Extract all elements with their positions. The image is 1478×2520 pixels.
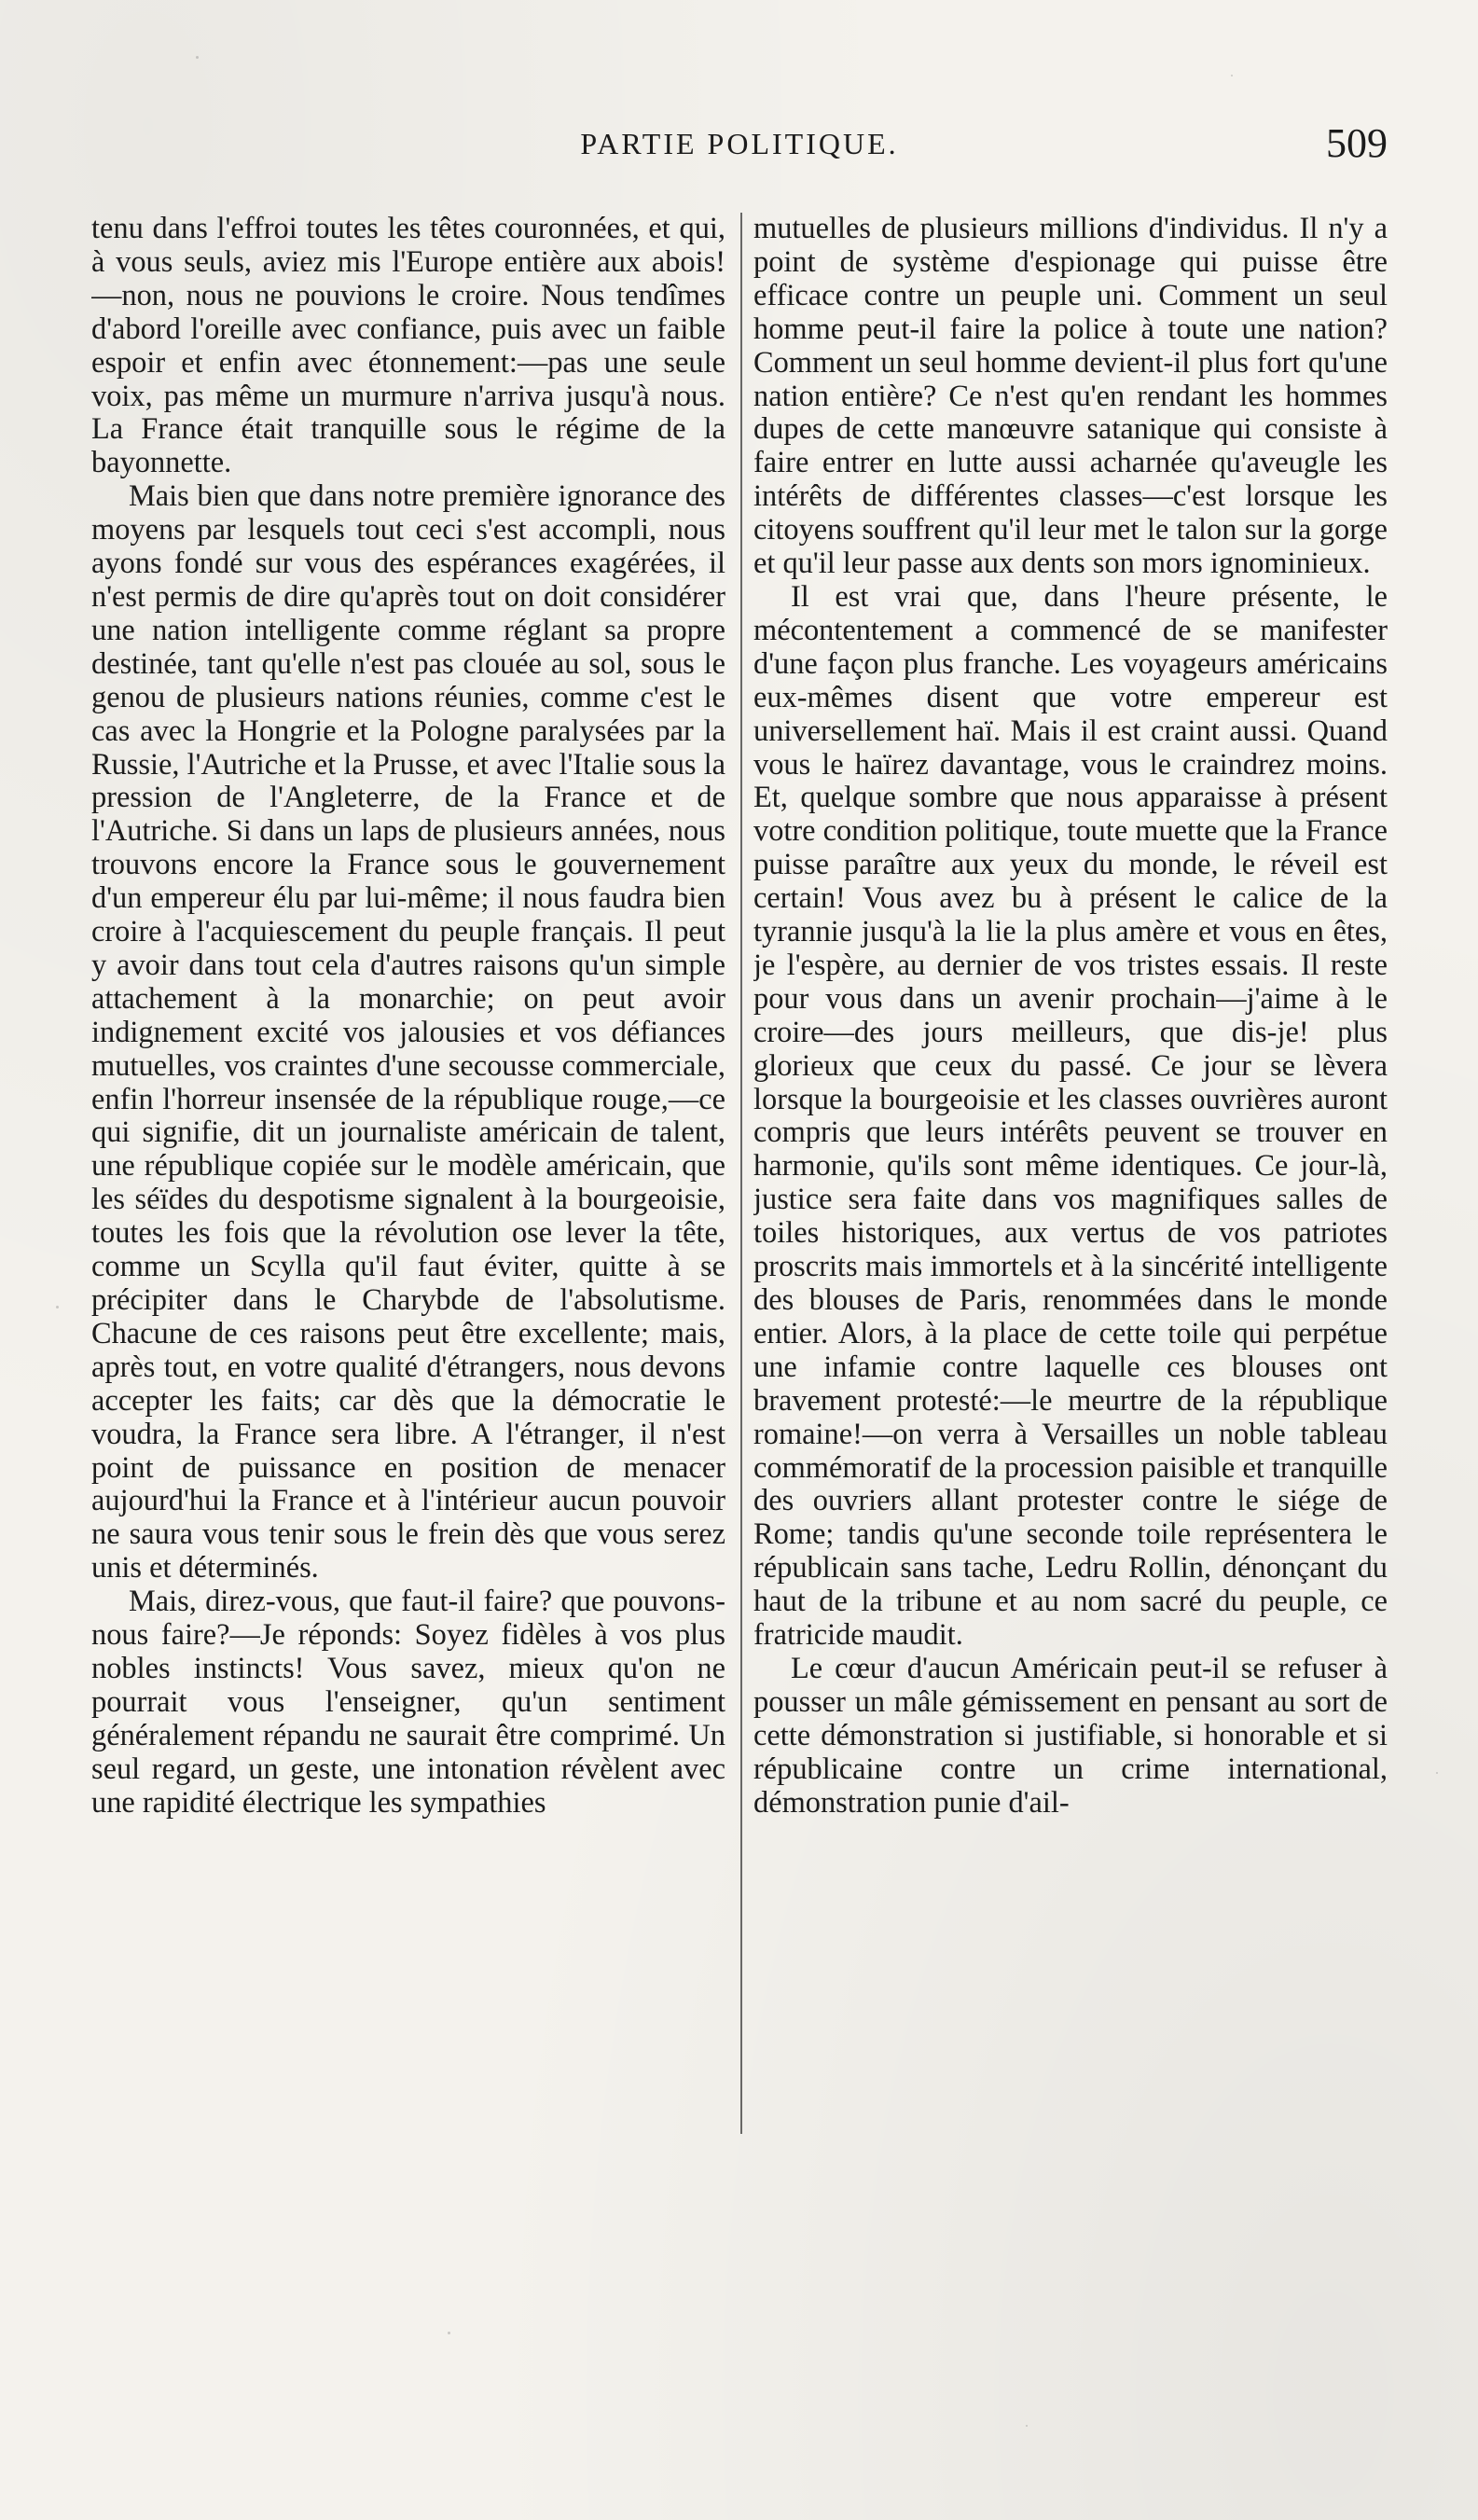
- running-title: PARTIE POLITIQUE.: [580, 127, 899, 160]
- right-column: [753, 213, 1388, 2134]
- scan-speck: [448, 2332, 450, 2334]
- paragraph: tenu dans l'effroi toutes les têtes couronnées, et qui, à vous seuls, aviez mis l'Europe entière aux abois!—non, nous ne pouvions le croire. Nous tendîmes d'abord l'oreille avec confiance, puis avec un faible espoir et enfin avec étonnement:—pas une seule voix, pas même un murmure n'arriva jusqu'à nous. La France était tranquille sous le régime de la bayonnette.: [91, 213, 725, 480]
- column-divider: [740, 213, 742, 2134]
- page-header: [91, 119, 1388, 175]
- left-column: [91, 213, 725, 2134]
- paragraph: Mais, direz-vous, que faut-il faire? que pouvons-nous faire?—Je réponds: Soyez fidèles à vos plus nobles instincts! Vous savez, mieux qu'on ne pourrait vous l'enseigner, qu'un sentiment généralement répandu ne saurait être comprimé. Un seul regard, un geste, une intonation révèlent avec une rapidité électrique les sympathies: [91, 1585, 725, 1820]
- scan-speck: [56, 1306, 59, 1308]
- scan-speck: [1436, 1772, 1438, 1774]
- text-columns: [91, 213, 1388, 2134]
- scan-speck: [1231, 75, 1233, 76]
- page-number: 509: [1326, 120, 1388, 166]
- paragraph: Mais bien que dans notre première ignorance des moyens par lesquels tout ceci s'est accompli, nous ayons fondé sur vous des espérances exagérées, il n'est permis de dire qu'après tout on doit considérer une nation intelligente comme réglant sa propre destinée, tant qu'elle n'est pas clouée au sol, sous le genou de plusieurs nations réunies, comme c'est le cas avec la Hongrie et la Pologne paralysées par la Russie, l'Autriche et la Prusse, et avec l'Italie sous la pression de l'Angleterre, de la France et de l'Autriche. Si dans un laps de plusieurs années, nous trouvons encore la France sous le gouvernement d'un empereur élu par lui-même; il nous faudra bien croire à l'acquiescement du peuple français. Il peut y avoir dans tout cela d'autres raisons qu'un simple attachement à la monarchie; on peut avoir indignement excité vos jalousies et vos défiances mutuelles, vos craintes d'une secousse commerciale, enfin l'horreur insensée de la république rouge,—ce qui signifie, dit un journaliste américain de talent, une république copiée sur le modèle américain, que les séïdes du despotisme signalent à la bourgeoisie, toutes les fois que la révolution ose lever la tête, comme un Scylla qu'il faut éviter, quitte à se précipiter dans le Charybde de l'absolutisme. Chacune de ces raisons peut être excellente; mais, après tout, en votre qualité d'étrangers, nous devons accepter les faits; car dès que la démocratie le voudra, la France sera libre. A l'étranger, il n'est point de puissance en position de menacer aujourd'hui la France et à l'intérieur aucun pouvoir ne saura vous tenir sous le frein dès que vous serez unis et déterminés.: [91, 479, 725, 1585]
- paragraph: mutuelles de plusieurs millions d'individus. Il n'y a point de système d'espionage qui puisse être efficace contre un peuple uni. Comment un seul homme peut-il faire la police à toute une nation? Comment un seul homme devient-il plus fort qu'une nation entière? Ce n'est qu'en rendant les hommes dupes de cette manœuvre satanique qui consiste à faire entrer en lutte aussi acharnée qu'aveugle les intérêts de différentes classes—c'est lorsque les citoyens souffrent qu'il leur met le talon sur la gorge et qu'il leur passe aux dents son mors ignominieux.: [753, 213, 1388, 581]
- scan-speck: [196, 56, 199, 59]
- paragraph: Le cœur d'aucun Américain peut-il se refuser à pousser un mâle gémissement en pensant au sort de cette démonstration si justifiable, si honorable et si républicaine contre un crime international, démonstration punie d'ail-: [753, 1651, 1388, 1820]
- scan-speck: [1026, 2425, 1028, 2427]
- paragraph: Il est vrai que, dans l'heure présente, le mécontentement a commencé de se manifester d'une façon plus franche. Les voyageurs américains eux-mêmes disent que votre empereur est universellement haï. Mais il est craint aussi. Quand vous le haïrez davantage, vous le craindrez moins. Et, quelque sombre que nous apparaisse à présent votre condition politique, toute muette que la France puisse paraître aux yeux du monde, le réveil est certain! Vous avez bu à présent le calice de la tyrannie jusqu'à la lie la plus amère et vous en êtes, je l'espère, au dernier de vos tristes essais. Il reste pour vous dans un avenir prochain—j'aime à le croire—des jours meilleurs, que dis-je! plus glorieux que ceux du passé. Ce jour se lèvera lorsque la bourgeoisie et les classes ouvrières auront compris que leurs intérêts peuvent se trouver en harmonie, qu'ils sont même identiques. Ce jour-là, justice sera faite dans vos magnifiques salles de toiles historiques, aux vertus de vos patriotes proscrits mais immortels et à la sincérité intelligente des blouses de Paris, renommées dans le monde entier. Alors, à la place de cette toile qui perpétue une infamie contre laquelle ces blouses ont bravement protesté:—le meurtre de la république romaine!—on verra à Versailles un noble tableau commémoratif de la procession paisible et tranquille des ouvriers allant protester contre le siége de Rome; tandis qu'une seconde toile représentera le républicain sans tache, Ledru Rollin, dénonçant du haut de la tribune et au nom sacré du peuple, ce fratricide maudit.: [753, 579, 1388, 1653]
